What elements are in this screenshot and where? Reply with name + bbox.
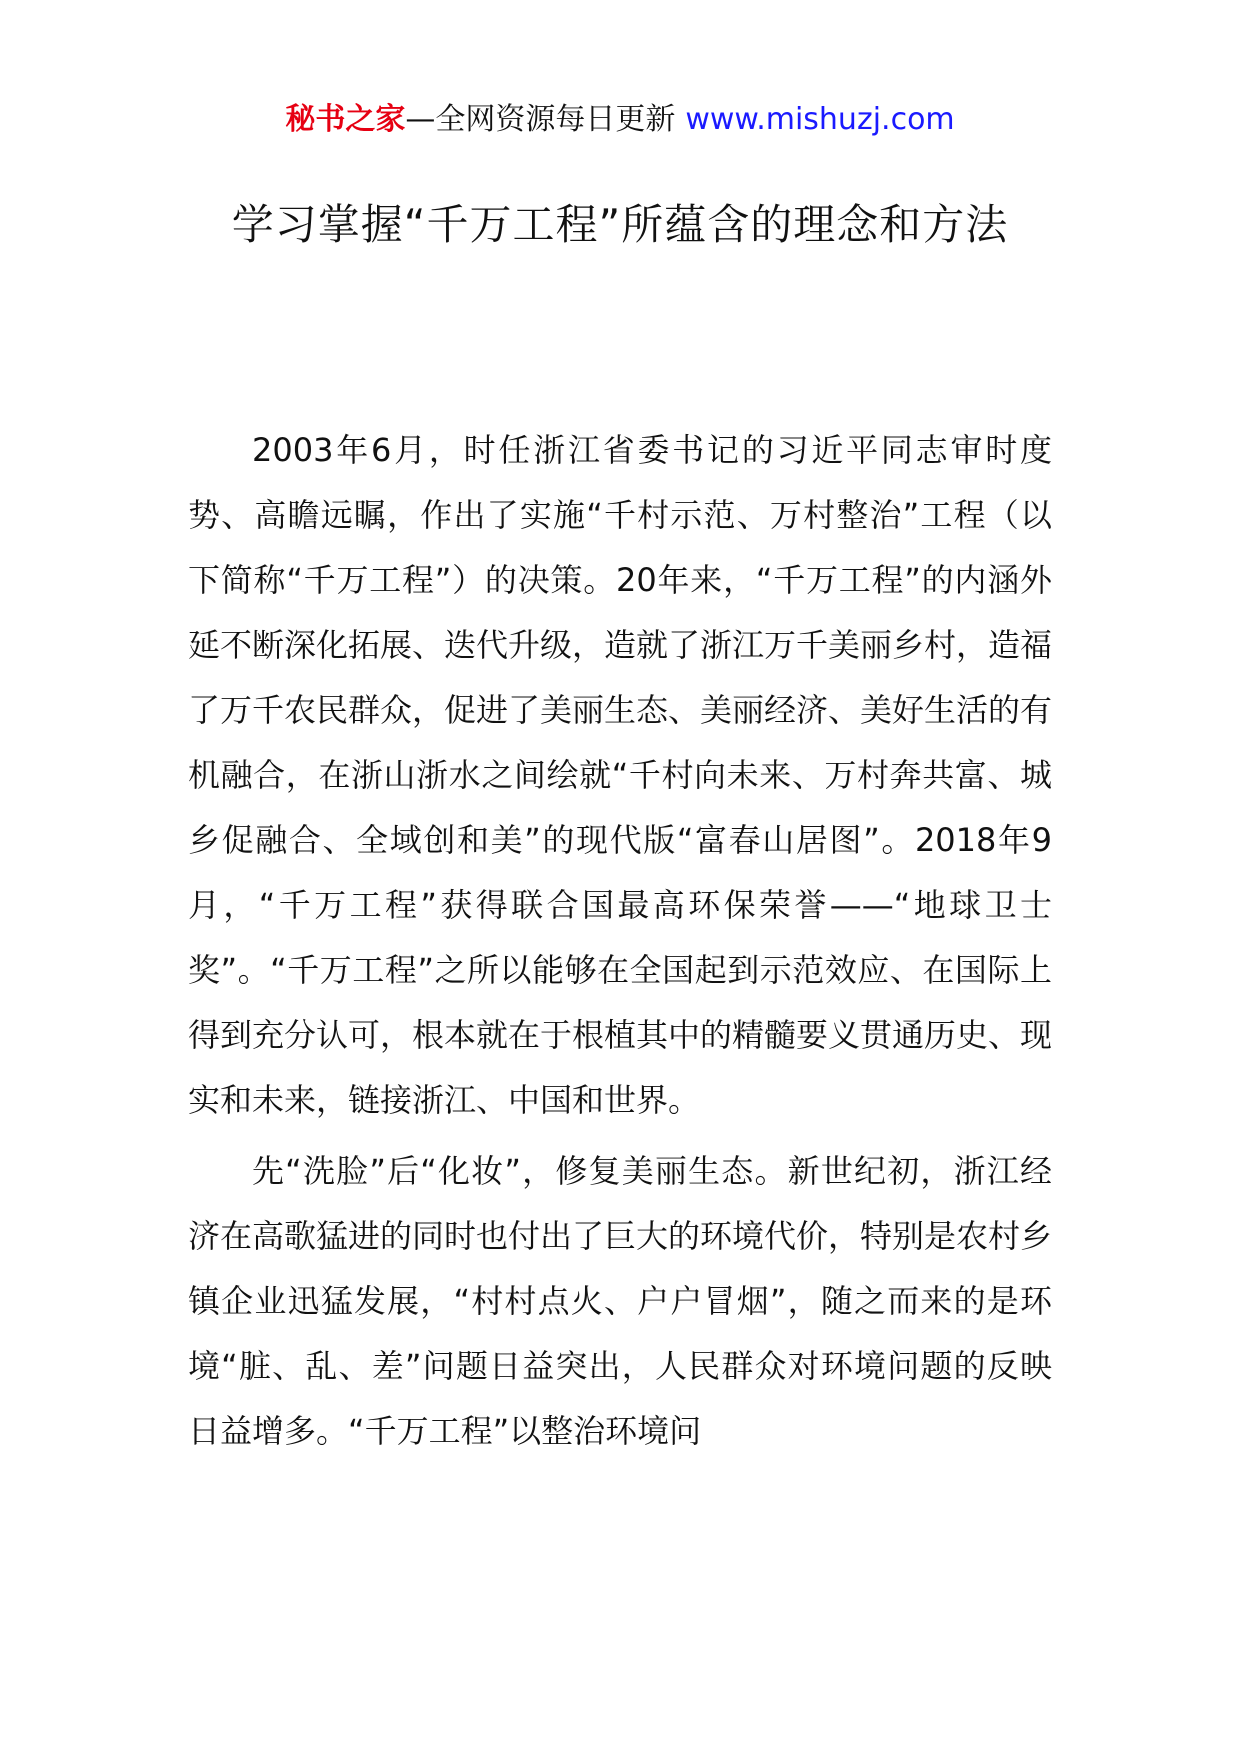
document-title: 学习掌握“千万工程”所蕴含的理念和方法	[231, 200, 1009, 249]
header-url-link[interactable]: www.mishuzj.com	[685, 102, 955, 137]
page-header	[0, 100, 1240, 140]
header-brand: 秘书之家	[285, 102, 406, 137]
document-body	[188, 418, 1052, 1470]
paragraph-intro: 2003年6月，时任浙江省委书记的习近平同志审时度势、高瞻远瞩，作出了实施“千村示范、万村整治”工程（以下简称“千万工程”）的决策。20年来，“千万工程”的内涵外延不断深化拓展、迭代升级，造就了浙江万千美丽乡村，造福了万千农民群众，促进了美丽生态、美丽经济、美好生活的有机融合，在浙山浙水之间绘就“千村向未来、万村奔共富、城乡促融合、全域创和美”的现代版“富春山居图”。2018年9月，“千万工程”获得联合国最高环保荣誉——“地球卫士奖”。“千万工程”之所以能够在全国起到示范效应、在国际上得到充分认可，根本就在于根植其中的精髓要义贯通历史、现实和未来，链接浙江、中国和世界。	[188, 431, 1053, 1119]
header-slogan: —全网资源每日更新	[405, 102, 676, 137]
paragraph-ecology: 先“洗脸”后“化妆”，修复美丽生态。新世纪初，浙江经济在高歌猛进的同时也付出了巨大的环境代价，特别是农村乡镇企业迅猛发展，“村村点火、户户冒烟”，随之而来的是环境“脏、乱、差”问题日益突出，人民群众对环境问题的反映日益增多。“千万工程”以整治环境问	[188, 1152, 1053, 1450]
